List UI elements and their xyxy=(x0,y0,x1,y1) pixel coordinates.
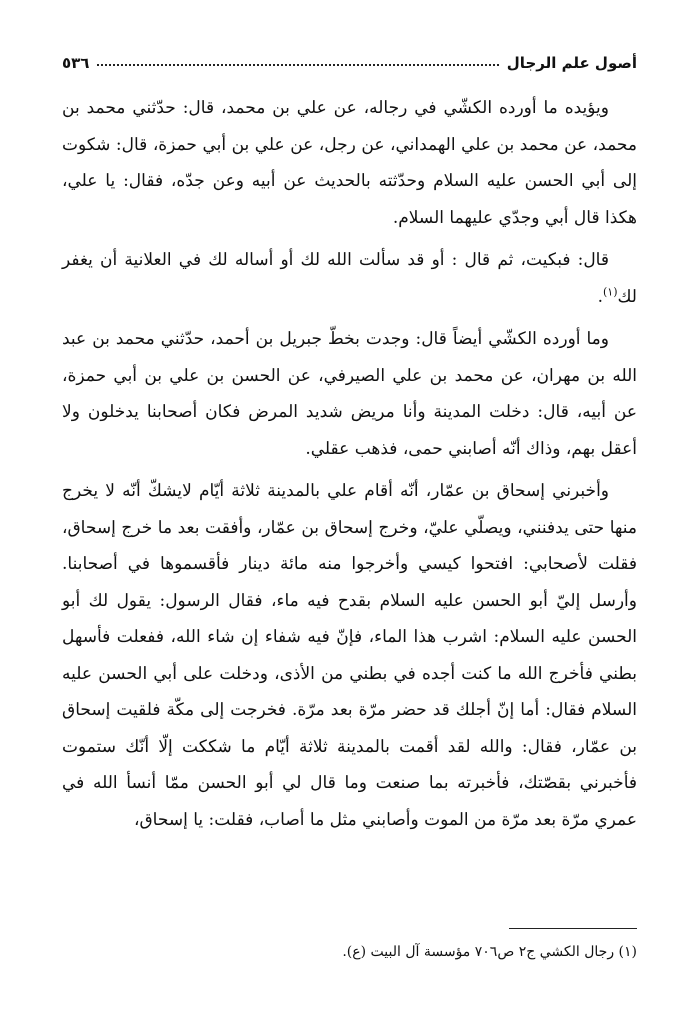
main-text xyxy=(62,90,637,838)
running-header xyxy=(62,42,637,72)
paragraph: وما أورده الكشّي أيضاً قال: وجدت بخطّ جبريل بن أحمد، حدّثني محمد بن عبد الله بن مهران، عن محمد بن علي الصيرفي، عن الحسن بن علي بن أبي حمزة، عن أبيه، قال: دخلت المدينة وأنا مريض شديد المرض فكان أصحابنا يدخلون ولا أعقل بهم، وذاك أنّه أصابني حمى، فذهب عقلي. xyxy=(62,329,637,459)
paragraph: ويؤيده ما أورده الكشّي في رجاله، عن علي بن محمد، قال: حدّثني محمد بن محمد، عن محمد بن علي الهمداني، عن رجل، عن علي بن أبي حمزة، قال: شكوت إلى أبي الحسن عليه السلام وحدّثته بالحديث عن أبيه وعن جدّه، فقال: يا علي، هكذا قال أبي وجدّي عليهما السلام. xyxy=(62,98,637,228)
footnote: (١) رجال الكشي ج٢ ص٧٠٦ مؤسسة آل البيت (ع). xyxy=(342,944,637,960)
paragraph-text: قال: فبكيت، ثم قال : أو قد سألت الله لك أو أساله لك في العلانية أن يغفر لك xyxy=(62,250,637,307)
header-leader-dots xyxy=(97,63,498,66)
paragraph xyxy=(62,242,637,315)
page-number: ٥٣٦ xyxy=(62,54,90,72)
paragraph-end: . xyxy=(597,286,603,307)
footnote-divider xyxy=(509,928,637,929)
paragraph: وأخبرني إسحاق بن عمّار، أنّه أقام علي بالمدينة ثلاثة أيّام لايشكّ أنّه لا يخرج منها حتى يدفنني، ويصلّي عليّ، وخرج إسحاق بن عمّار، وأفقت بعد ما خرج إسحاق، فقلت لأصحابي: افتحوا كيسي وأخرجوا منه مائة دينار فأقسموها في أصحابنا. وأرسل إليّ أبو الحسن عليه السلام بقدح فيه ماء، فقال الرسول: يقول لك أبو الحسن عليه السلام: اشرب هذا الماء، فإنّ فيه شفاء إن شاء الله، ففعلت فأسهل بطني فأخرج الله ما كنت أجده في بطني من الأذى، ودخلت على أبي الحسن عليه السلام فقال: أما إنّ أجلك قد حضر مرّة بعد مرّة. فخرجت إلى مكّة فلقيت إسحاق بن عمّار، فقال: والله لقد أقمت بالمدينة ثلاثة أيّام ما شككت إلّا أنّك ستموت فأخبرني بقصّتك، فأخبرته بما صنعت وما قال لي أبو الحسن ممّا أنسأ الله في عمري مرّة بعد مرّة من الموت وأصابني مثل ما أصاب، فقلت: يا إسحاق، xyxy=(62,481,637,830)
book-title: أصول علم الرجال xyxy=(506,54,637,72)
footnote-reference: (١) xyxy=(602,284,618,298)
book-page xyxy=(62,0,637,1017)
